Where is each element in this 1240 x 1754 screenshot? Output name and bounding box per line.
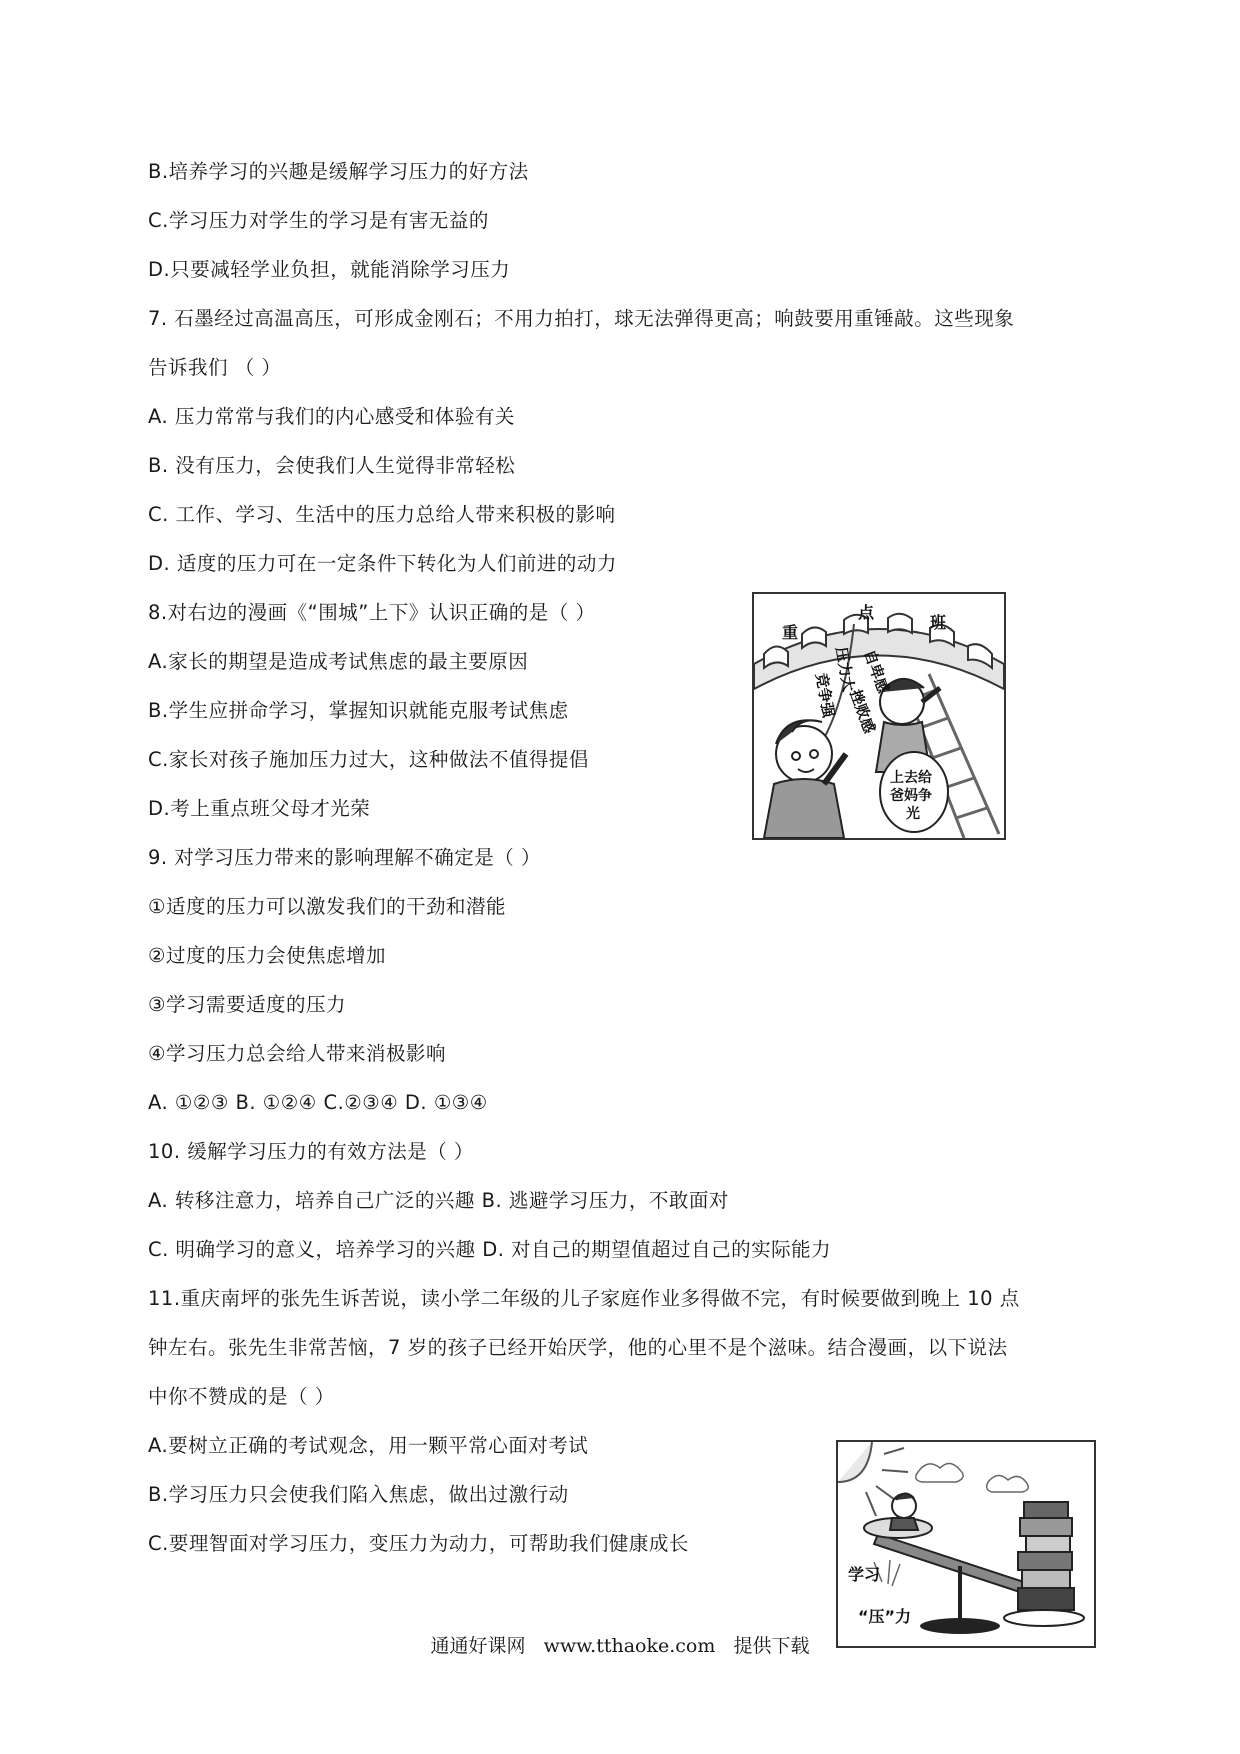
cartoon-siege-drawing <box>754 594 1004 838</box>
option-7d: D. 适度的压力可在一定条件下转化为人们前进的动力 <box>148 552 617 575</box>
child-word-1: 自卑感 <box>860 647 893 696</box>
cartoon-siege <box>752 592 1006 840</box>
question-8-stem: 8.对右边的漫画《“围城”上下》认识正确的是（ ） <box>148 601 596 624</box>
option-7a: A. 压力常常与我们的内心感受和体验有关 <box>148 405 515 428</box>
cartoon-seesaw-drawing <box>838 1442 1094 1646</box>
option-11c: C.要理智面对学习压力，变压力为动力，可帮助我们健康成长 <box>148 1532 689 1555</box>
question-11-stem-cont2: 中你不赞成的是（ ） <box>148 1385 335 1408</box>
footer-suffix: 提供下载 <box>733 1635 810 1657</box>
option-7b: B. 没有压力，会使我们人生觉得非常轻松 <box>148 454 516 477</box>
page-footer <box>0 1633 1240 1659</box>
question-11-stem: 11.重庆南坪的张先生诉苦说，读小学二年级的儿子家庭作业多得做不完，有时候要做到晚上 10 点 <box>148 1287 1020 1310</box>
options-10-ab: A. 转移注意力，培养自己广泛的兴趣 B. 逃避学习压力，不敢面对 <box>148 1189 729 1212</box>
child-word-2: 挫败感 <box>846 687 879 736</box>
bubble-line-2: 爸妈争 <box>890 788 932 804</box>
option-7c: C. 工作、学习、生活中的压力总给人带来积极的影响 <box>148 503 616 526</box>
option-8a: A.家长的期望是造成考试焦虑的最主要原因 <box>148 650 529 673</box>
option-6c: C.学习压力对学生的学习是有害无益的 <box>148 209 489 232</box>
statement-9-4: ④学习压力总会给人带来消极影响 <box>148 1042 446 1065</box>
options-10-cd: C. 明确学习的意义，培养学习的兴趣 D. 对自己的期望值超过自己的实际能力 <box>148 1238 832 1261</box>
rope-word-2: 竞争强 <box>812 671 838 720</box>
statement-9-1: ①适度的压力可以激发我们的干劲和潜能 <box>148 895 506 918</box>
option-6d: D.只要减轻学业负担，就能消除学习压力 <box>148 258 511 281</box>
question-7-stem: 7. 石墨经过高温高压，可形成金刚石；不用力拍打，球无法弹得更高；响鼓要用重锤敲。这些现象 <box>148 307 1015 330</box>
statement-9-3: ③学习需要适度的压力 <box>148 993 346 1016</box>
bubble-line-3: 光 <box>906 806 920 822</box>
statement-9-2: ②过度的压力会使焦虑增加 <box>148 944 386 967</box>
rope-word-1: 压力大 <box>832 645 858 694</box>
option-6b: B.培养学习的兴趣是缓解学习压力的好方法 <box>148 160 529 183</box>
option-8c: C.家长对孩子施加压力过大，这种做法不值得提倡 <box>148 748 589 771</box>
cartoon-seesaw <box>836 1440 1096 1648</box>
option-11b: B.学习压力只会使我们陷入焦虑，做出过激行动 <box>148 1483 569 1506</box>
question-10-stem: 10. 缓解学习压力的有效方法是（ ） <box>148 1140 474 1163</box>
option-8d: D.考上重点班父母才光荣 <box>148 797 371 820</box>
label-pressure: “压”力 <box>858 1607 912 1626</box>
option-11a: A.要树立正确的考试观念，用一颗平常心面对考试 <box>148 1434 589 1457</box>
option-8b: B.学生应拼命学习，掌握知识就能克服考试焦虑 <box>148 699 569 722</box>
bubble-line-1: 上去给 <box>890 770 932 786</box>
wall-char-2: 点 <box>858 603 875 622</box>
options-9: A. ①②③ B. ①②④ C.②③④ D. ①③④ <box>148 1091 488 1114</box>
wall-char-3: 班 <box>930 613 947 632</box>
wall-char-1: 重 <box>782 623 799 642</box>
footer-url[interactable]: www.tthaoke.com <box>543 1635 716 1657</box>
footer-site: 通通好课网 <box>430 1635 526 1657</box>
label-study: 学习 <box>848 1565 881 1584</box>
question-11-stem-cont1: 钟左右。张先生非常苦恼，7 岁的孩子已经开始厌学，他的心里不是个滋味。结合漫画，以下说法 <box>148 1336 1008 1359</box>
question-9-stem: 9. 对学习压力带来的影响理解不确定是（ ） <box>148 846 542 869</box>
question-7-stem-cont: 告诉我们 （ ） <box>148 356 282 379</box>
